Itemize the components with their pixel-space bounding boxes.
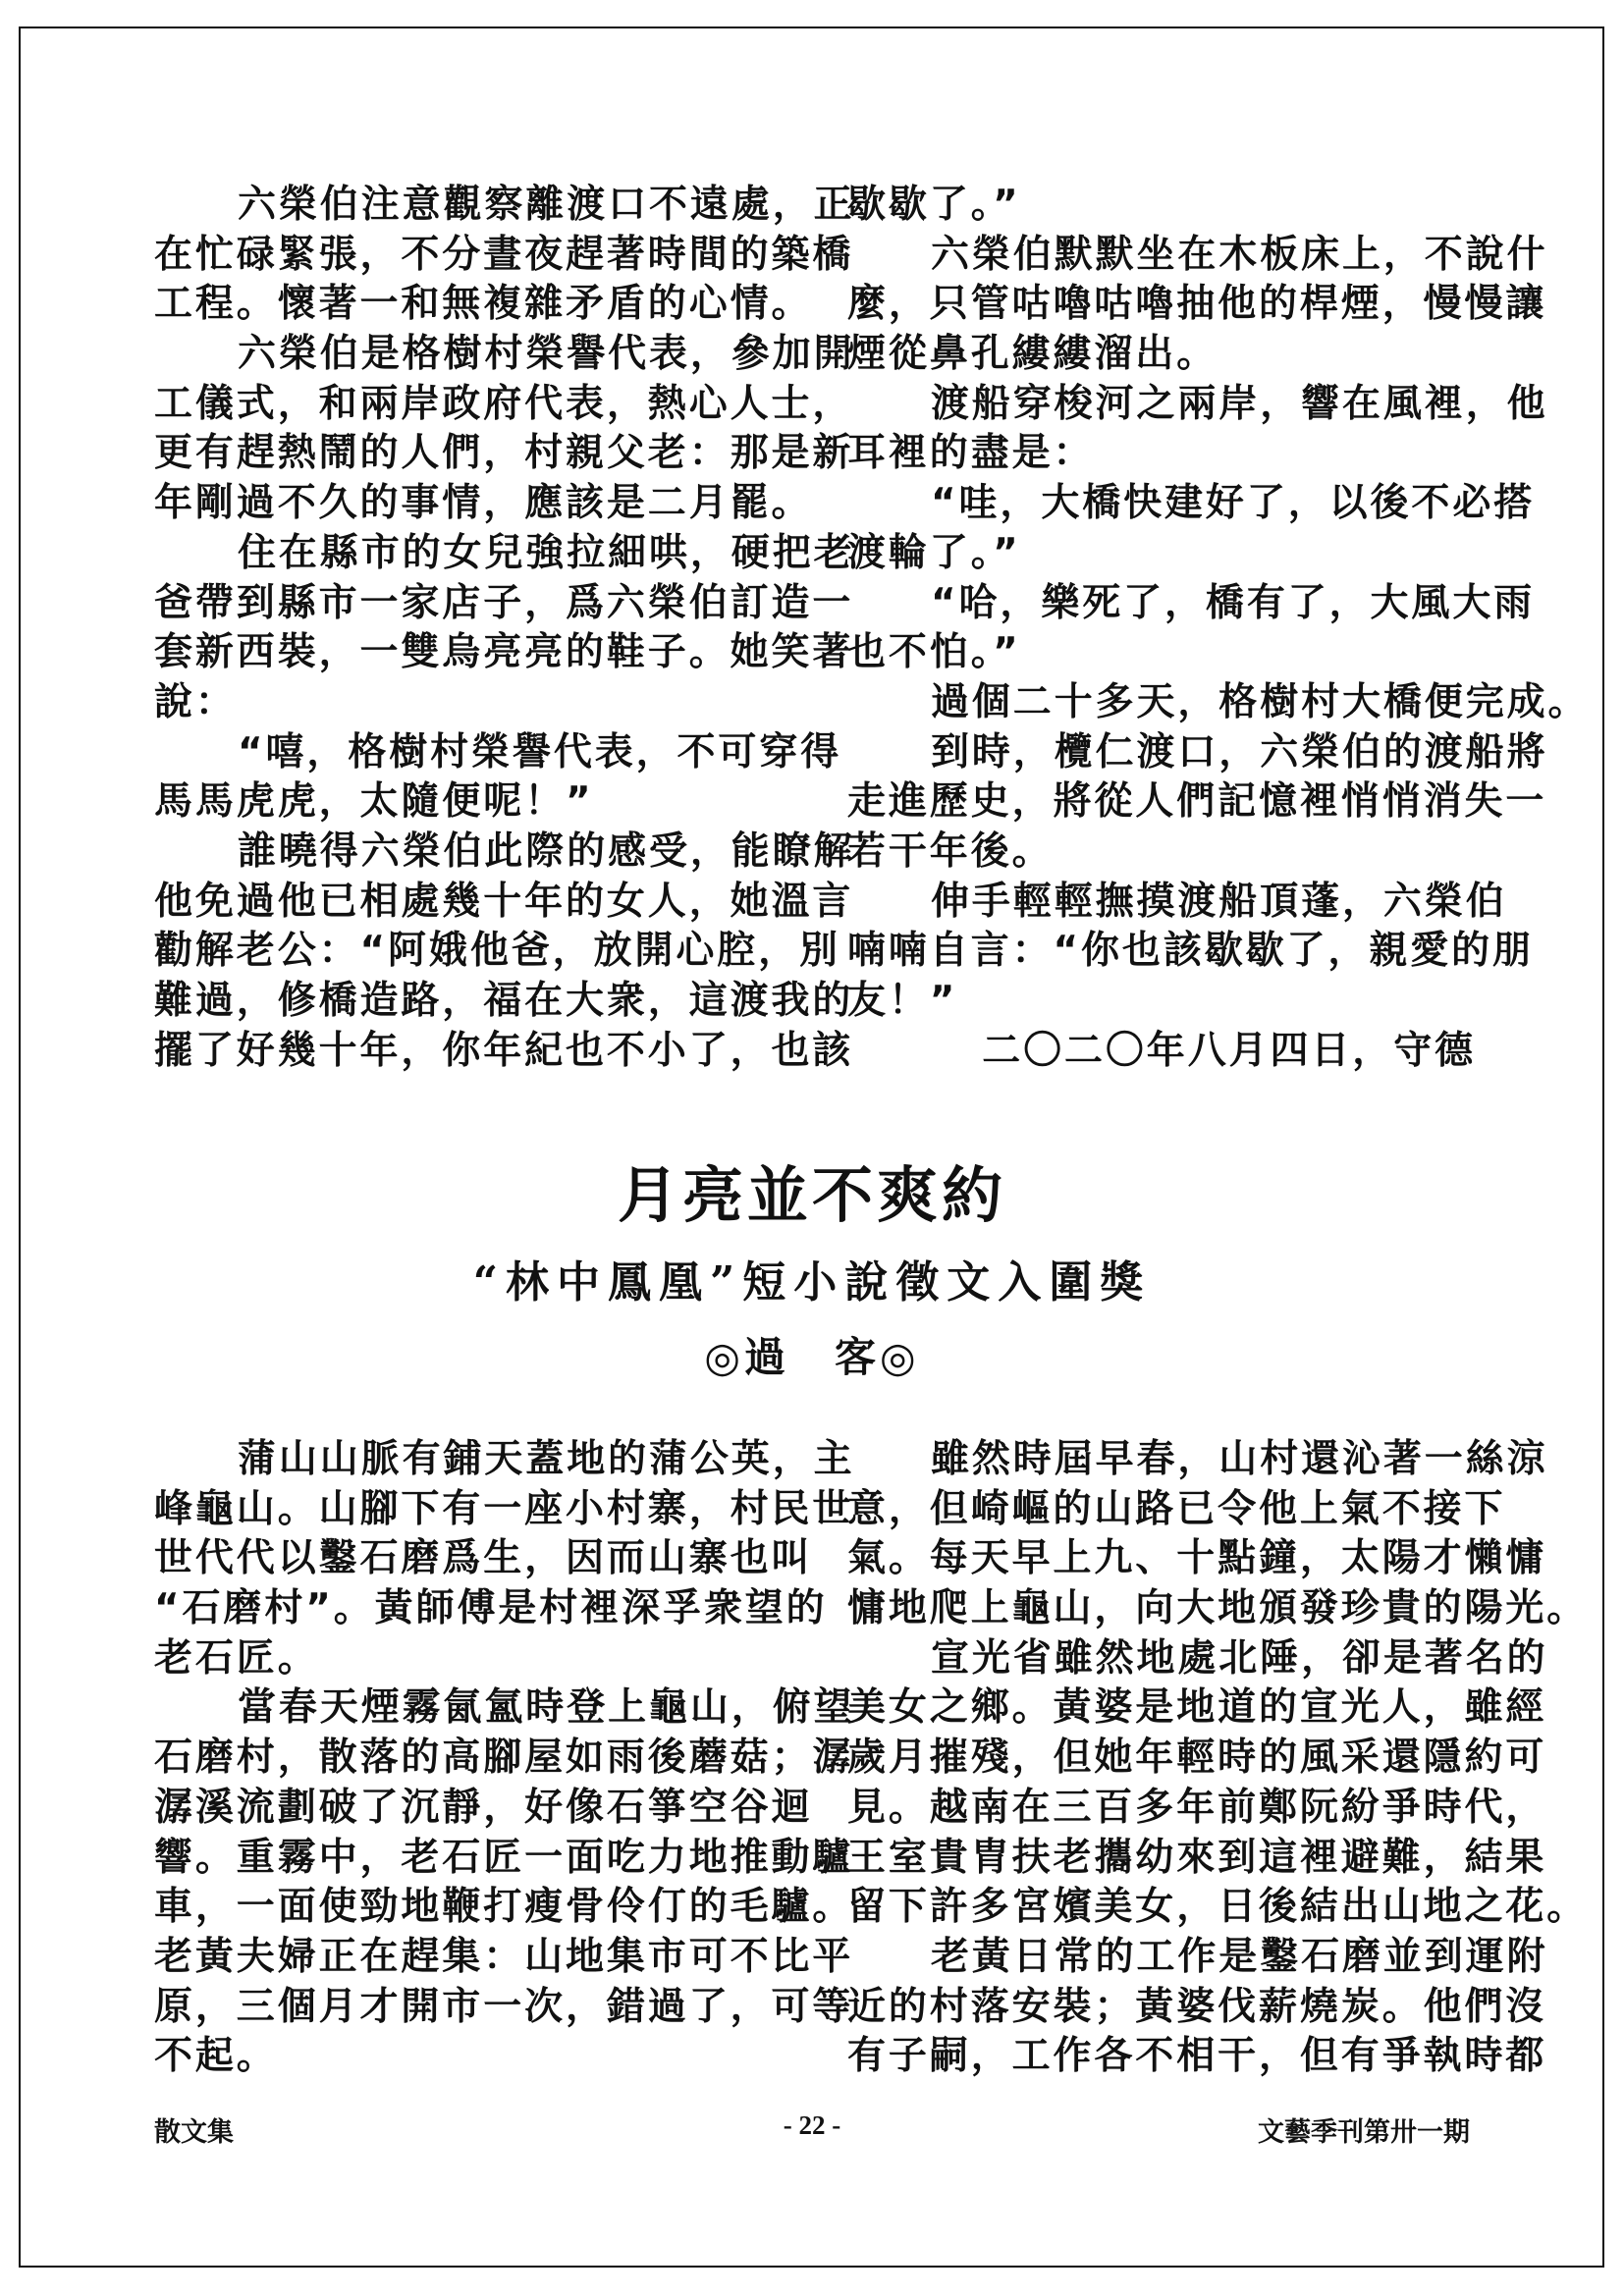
text-line: 意，但崎嶇的山路已令他上氣不接下 xyxy=(847,1486,1506,1531)
article-right-column xyxy=(847,1435,1589,2082)
text-line: 年剛過不久的事情，應該是二月罷。 xyxy=(154,481,813,526)
text-line: 世代代以鑿石磨爲生，因而山寨也叫 xyxy=(154,1536,813,1581)
text-line: 在忙碌緊張，不分晝夜趕著時間的築橋 xyxy=(154,232,854,277)
text-line: 爸帶到縣市一家店子，爲六榮伯訂造一 xyxy=(154,580,854,625)
text-line: 當春天煙霧氤氳時登上龜山，俯望 xyxy=(238,1685,855,1731)
text-line: 友！” xyxy=(847,979,958,1023)
text-line: 不起。 xyxy=(154,2034,278,2079)
text-line: “哈，樂死了，橋有了，大風大雨 xyxy=(931,580,1536,625)
article-left-column xyxy=(154,1435,855,2082)
text-line: 他免過他已相處幾十年的女人，她溫言 xyxy=(154,879,854,924)
text-line: 美女之鄉。黃婆是地道的宣光人，雖經 xyxy=(847,1685,1547,1731)
text-line: 擺了好幾十年，你年紀也不小了，也該 xyxy=(154,1028,854,1073)
text-line: 六榮伯默默坐在木板床上，不說什 xyxy=(931,232,1548,277)
text-line: 也不怕。” xyxy=(847,630,1021,675)
text-line: 雖然時屆早春，山村還沁著一絲涼 xyxy=(931,1437,1548,1481)
text-line: 留下許多宮嬪美女，日後結出山地之花。 xyxy=(847,1885,1589,1930)
date-signature: 二〇二〇年八月四日，守德 xyxy=(982,1028,1476,1073)
text-line: 老石匠。 xyxy=(154,1635,319,1681)
article-author: ◎過 客◎ xyxy=(704,1333,920,1381)
text-line: 蒲山山脈有鋪天蓋地的蒲公英，主 xyxy=(238,1437,855,1481)
text-line: 有子嗣，工作各不相干，但有爭執時都 xyxy=(847,2034,1547,2079)
page-number: - 22 - xyxy=(783,2110,841,2140)
text-line: 勸解老公：“阿娥他爸，放開心腔，別 xyxy=(154,929,840,974)
text-line: 近的村落安裝；黃婆伐薪燒炭。他們沒 xyxy=(847,1984,1547,2029)
text-line: 歇歇了。” xyxy=(847,183,1021,227)
text-line: 車，一面使勁地鞭打瘦骨伶仃的毛驢。 xyxy=(154,1885,854,1930)
text-line: 工程。懷著一和無複雜矛盾的心情。 xyxy=(154,282,813,327)
text-line: 喃喃自言：“你也該歇歇了，親愛的朋 xyxy=(847,929,1534,974)
text-line: 宣光省雖然地處北陲，卻是著名的 xyxy=(931,1635,1548,1681)
text-line: 工儀式，和兩岸政府代表，熱心人士， xyxy=(154,381,854,426)
text-line: 響。重霧中，老石匠一面吃力地推動驢 xyxy=(154,1835,854,1880)
text-line: 難過，修橋造路，福在大衆，這渡我的 xyxy=(154,979,854,1023)
text-line: 峰龜山。山腳下有一座小村寨，村民世 xyxy=(154,1486,854,1531)
text-line: 六榮伯是格樹村榮譽代表，參加開 xyxy=(238,332,855,377)
text-line: 麼，只管咕嚕咕嚕抽他的桿煙，慢慢讓 xyxy=(847,282,1547,327)
text-line: 伸手輕輕撫摸渡船頂蓬，六榮伯 xyxy=(931,879,1507,924)
text-line: 說： xyxy=(154,679,237,724)
text-line: 過個二十多天，格樹村大橋便完成。 xyxy=(931,679,1590,724)
text-line: 石磨村，散落的高腳屋如雨後蘑菇；潺 xyxy=(154,1735,854,1781)
text-line: 渡船穿梭河之兩岸，響在風裡，他 xyxy=(931,381,1548,426)
text-line: 氣。每天早上九、十點鐘，太陽才懶慵 xyxy=(847,1536,1547,1581)
text-line: 老黃日常的工作是鑿石磨並到運附 xyxy=(931,1934,1548,1979)
text-line: 若干年後。 xyxy=(847,828,1054,874)
text-line: 住在縣市的女兒強拉細哄，硬把老 xyxy=(238,530,855,575)
text-line: 慵地爬上龜山，向大地頒發珍貴的陽光。 xyxy=(847,1586,1589,1631)
footer-section-name: 散文集 xyxy=(154,2117,234,2148)
text-line: 走進歷史，將從人們記憶裡悄悄消失一 xyxy=(847,779,1547,825)
text-line: 老黃夫婦正在趕集：山地集市可不比平 xyxy=(154,1934,854,1979)
text-line: 套新西裝，一雙烏亮亮的鞋子。她笑著 xyxy=(154,630,854,675)
article-title: 月亮並不爽約 xyxy=(617,1159,1006,1231)
text-line: 見。越南在三百多年前鄭阮紛爭時代， xyxy=(847,1785,1547,1830)
text-line: 王室貴胄扶老攜幼來到這裡避難，結果 xyxy=(847,1835,1547,1880)
text-line: 耳裡的盡是： xyxy=(847,431,1095,476)
top-left-column xyxy=(154,181,855,1076)
article-subtitle: “林中鳳凰”短小說徵文入圍獎 xyxy=(472,1257,1152,1308)
text-line: 馬馬虎虎，太隨便呢！” xyxy=(154,779,594,825)
text-line: 原，三個月才開市一次，錯過了，可等 xyxy=(154,1984,854,2029)
text-line: “哇，大橋快建好了，以後不必搭 xyxy=(931,481,1536,526)
text-line: 潺溪流劃破了沉靜，好像石箏空谷迴 xyxy=(154,1785,813,1830)
text-line: 更有趕熱鬧的人們，村親父老：那是新 xyxy=(154,431,854,476)
text-line: 煙從鼻孔縷縷溜出。 xyxy=(847,332,1218,377)
text-line: 到時，欖仁渡口，六榮伯的渡船將 xyxy=(931,729,1548,774)
text-line: 歲月摧殘，但她年輕時的風采還隱約可 xyxy=(847,1735,1547,1781)
footer-journal-issue: 文藝季刊第卅一期 xyxy=(1258,2117,1470,2148)
text-line: “嘻，格樹村榮譽代表，不可穿得 xyxy=(238,729,842,774)
text-line: “石磨村”。黃師傅是村裡深孚衆望的 xyxy=(154,1586,828,1631)
top-right-column xyxy=(847,181,1590,1076)
text-line: 渡輪了。” xyxy=(847,530,1021,575)
text-line: 誰曉得六榮伯此際的感受，能瞭解 xyxy=(238,828,855,874)
text-line: 六榮伯注意觀察離渡口不遠處，正 xyxy=(238,183,855,227)
